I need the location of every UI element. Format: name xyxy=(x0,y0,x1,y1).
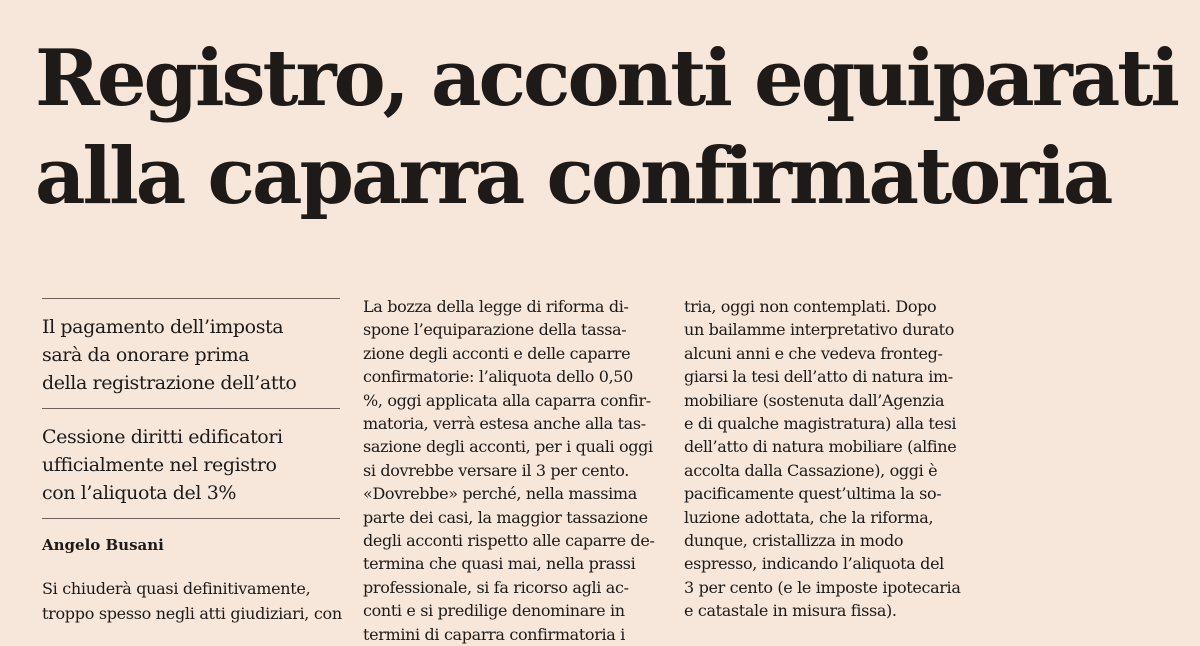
subhead-line: con l’aliquota del 3% xyxy=(42,482,237,504)
body-line: «Dovrebbe» perché, nella massima xyxy=(363,484,637,504)
headline-line: alla caparra confirmatoria xyxy=(35,131,1111,222)
body-line: confirmatorie: l’aliquota dello 0,50 xyxy=(363,367,633,387)
subhead-line: sarà da onorare prima xyxy=(42,344,250,366)
author-byline: Angelo Busani xyxy=(42,536,164,554)
subhead-line: Cessione diritti edificatori xyxy=(42,426,283,448)
body-line: un bailamme interpretativo durato xyxy=(684,320,954,340)
body-line: sazione degli acconti, per i quali oggi xyxy=(363,437,653,457)
body-line: dunque, cristallizza in modo xyxy=(684,531,904,551)
subhead-line: ufficialmente nel registro xyxy=(42,454,277,476)
subhead-line: della registrazione dell’atto xyxy=(42,372,297,394)
body-line: matoria, verrà estesa anche alla tas- xyxy=(363,414,646,434)
body-line: %, oggi applicata alla caparra confir- xyxy=(363,390,651,410)
body-line: degli acconti rispetto alle caparre de- xyxy=(363,531,655,551)
subhead-line: Il pagamento dell’imposta xyxy=(42,316,284,338)
body-line: La bozza della legge di riforma di- xyxy=(363,297,629,316)
body-line: termina che quasi mai, nella prassi xyxy=(363,554,636,574)
body-line: termini di caparra confirmatoria i xyxy=(363,624,625,644)
body-line: tria, oggi non contemplati. Dopo xyxy=(684,297,937,316)
lead-line: Si chiuderà quasi definitivamente, xyxy=(42,579,311,598)
headline-line: Registro, acconti equiparati xyxy=(35,33,1177,124)
body-line: giarsi la tesi dell’atto di natura im- xyxy=(684,367,953,387)
body-line: mobiliare (sostenuta dall’Agenzia xyxy=(684,390,945,410)
body-line: parte dei casi, la maggior tassazione xyxy=(363,507,648,527)
body-column-1 xyxy=(363,295,659,646)
article-lead xyxy=(42,576,340,626)
body-line: pacificamente quest’ultima la so- xyxy=(684,484,942,504)
body-line: espresso, indicando l’aliquota del xyxy=(684,554,944,574)
body-line: e di qualche magistratura) alla tesi xyxy=(684,414,957,434)
lead-line: troppo spesso negli atti giudiziari, con xyxy=(42,604,342,623)
body-line: dell’atto di natura mobiliare (alfine xyxy=(684,437,957,457)
body-line: 3 per cento (e le imposte ipotecaria xyxy=(684,577,961,597)
body-line: accolta dalla Cassazione), oggi è xyxy=(684,460,938,480)
subhead-1 xyxy=(42,299,340,408)
body-line: conti e si predilige denominare in xyxy=(363,601,625,621)
body-line: spone l’equiparazione della tassa- xyxy=(363,320,627,340)
sidebar xyxy=(42,298,340,626)
body-line: si dovrebbe versare il 3 per cento. xyxy=(363,460,629,480)
body-line: e catastale in misura fissa). xyxy=(684,601,897,621)
article-headline xyxy=(35,30,1185,226)
subhead-2 xyxy=(42,409,340,518)
body-column-2 xyxy=(684,295,980,623)
body-line: zione degli acconti e delle caparre xyxy=(363,343,631,363)
body-line: luzione adottata, che la riforma, xyxy=(684,507,934,527)
body-line: alcuni anni e che vedeva fronteg- xyxy=(684,343,943,363)
body-line: professionale, si fa ricorso agli ac- xyxy=(363,577,629,597)
